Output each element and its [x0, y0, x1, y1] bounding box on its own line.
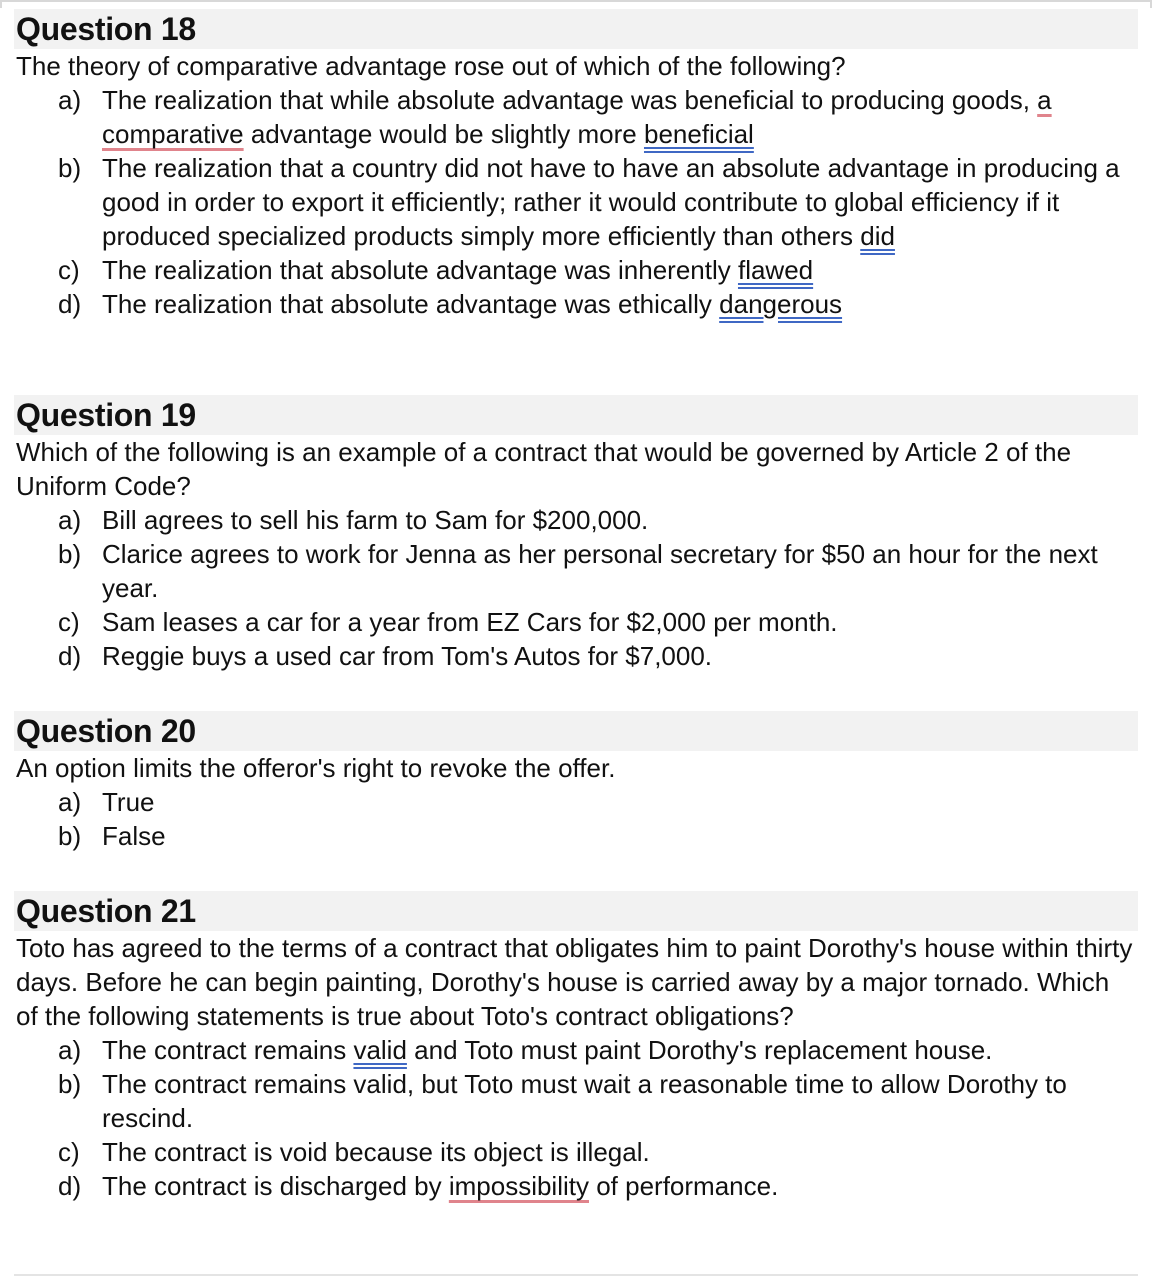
option-text: and Toto must paint Dorothy's replacement house. — [406, 1035, 993, 1065]
option-text: The realization that a country did not have to have an absolute advantage in producing a good in order to export it efficiently; rather it would contribute to global efficiency if it produced specialized products simply more efficiently than others — [102, 153, 1120, 251]
option-letter: b) — [58, 539, 82, 569]
option-d — [14, 1169, 1138, 1203]
question-text: An option limits the offeror's right to revoke the offer. — [16, 753, 616, 783]
option-list — [14, 785, 1138, 853]
option-text: Bill agrees to sell his farm to Sam for $200,000. — [102, 505, 649, 535]
grammar-flagged-text: flawed — [737, 255, 814, 285]
option-text: advantage would be slightly more — [243, 119, 644, 149]
option-letter: a) — [58, 85, 82, 115]
option-list — [14, 83, 1138, 321]
option-letter: d) — [58, 289, 82, 319]
option-text: Clarice agrees to work for Jenna as her personal secretary for $50 an hour for the next year. — [102, 539, 1098, 603]
question-text: Toto has agreed to the terms of a contract that obligates him to paint Dorothy's house within thirty days. Before he can begin painting, Dorothy's house is carried away by a major tornado. Which of the following statements is true about Toto's contract obligations? — [16, 933, 1133, 1031]
option-b — [14, 819, 1138, 853]
option-list — [14, 1033, 1138, 1203]
option-d — [14, 639, 1138, 673]
question-18 — [14, 9, 1138, 321]
option-b — [14, 151, 1138, 253]
option-letter: d) — [58, 1171, 82, 1201]
option-letter: a) — [58, 1035, 82, 1065]
option-text: Reggie buys a used car from Tom's Autos for $7,000. — [102, 641, 713, 671]
option-text: The contract is discharged by — [102, 1171, 449, 1201]
option-b — [14, 537, 1138, 605]
option-d — [14, 287, 1138, 321]
option-letter: c) — [58, 255, 80, 285]
option-letter: c) — [58, 1137, 80, 1167]
option-text: Sam leases a car for a year from EZ Cars for $2,000 per month. — [102, 607, 838, 637]
option-letter: b) — [58, 153, 82, 183]
option-text: The contract remains — [102, 1035, 354, 1065]
question-text: The theory of comparative advantage rose out of which of the following? — [16, 51, 846, 81]
option-letter: a) — [58, 787, 82, 817]
question-heading: Question 21 — [14, 891, 1138, 931]
top-border — [0, 0, 1152, 8]
grammar-flagged-text: beneficial — [643, 119, 754, 149]
option-a — [14, 785, 1138, 819]
option-text: True — [102, 787, 155, 817]
question-19 — [14, 395, 1138, 673]
question-20 — [14, 711, 1138, 853]
option-list — [14, 503, 1138, 673]
option-b — [14, 1067, 1138, 1135]
grammar-flagged-text: did — [860, 221, 895, 251]
option-letter: d) — [58, 641, 82, 671]
option-a — [14, 503, 1138, 537]
spelling-flagged-text: impossibility — [448, 1171, 589, 1201]
option-text: The realization that while absolute advantage was beneficial to producing goods, — [102, 85, 1038, 115]
option-a — [14, 83, 1138, 151]
option-text: of performance. — [589, 1171, 779, 1201]
question-heading: Question 18 — [14, 9, 1138, 49]
option-c — [14, 1135, 1138, 1169]
option-c — [14, 253, 1138, 287]
question-text: Which of the following is an example of a contract that would be governed by Article 2 of the Uniform Code? — [16, 437, 1072, 501]
grammar-flagged-text: dangerous — [719, 289, 843, 319]
option-text: The realization that absolute advantage was inherently — [102, 255, 738, 285]
grammar-flagged-text: valid — [353, 1035, 407, 1065]
option-c — [14, 605, 1138, 639]
question-21 — [14, 891, 1138, 1203]
option-text: The contract is void because its object is illegal. — [102, 1137, 650, 1167]
option-letter: c) — [58, 607, 80, 637]
option-text: False — [102, 821, 166, 851]
spelling-flagged-text: a comparative — [102, 85, 1052, 149]
option-a — [14, 1033, 1138, 1067]
option-letter: b) — [58, 1069, 82, 1099]
question-heading: Question 20 — [14, 711, 1138, 751]
option-text: The realization that absolute advantage was ethically — [102, 289, 720, 319]
option-letter: a) — [58, 505, 82, 535]
question-heading: Question 19 — [14, 395, 1138, 435]
option-letter: b) — [58, 821, 82, 851]
bottom-border — [14, 1274, 1138, 1276]
option-text: The contract remains valid, but Toto must wait a reasonable time to allow Dorothy to rescind. — [102, 1069, 1067, 1133]
